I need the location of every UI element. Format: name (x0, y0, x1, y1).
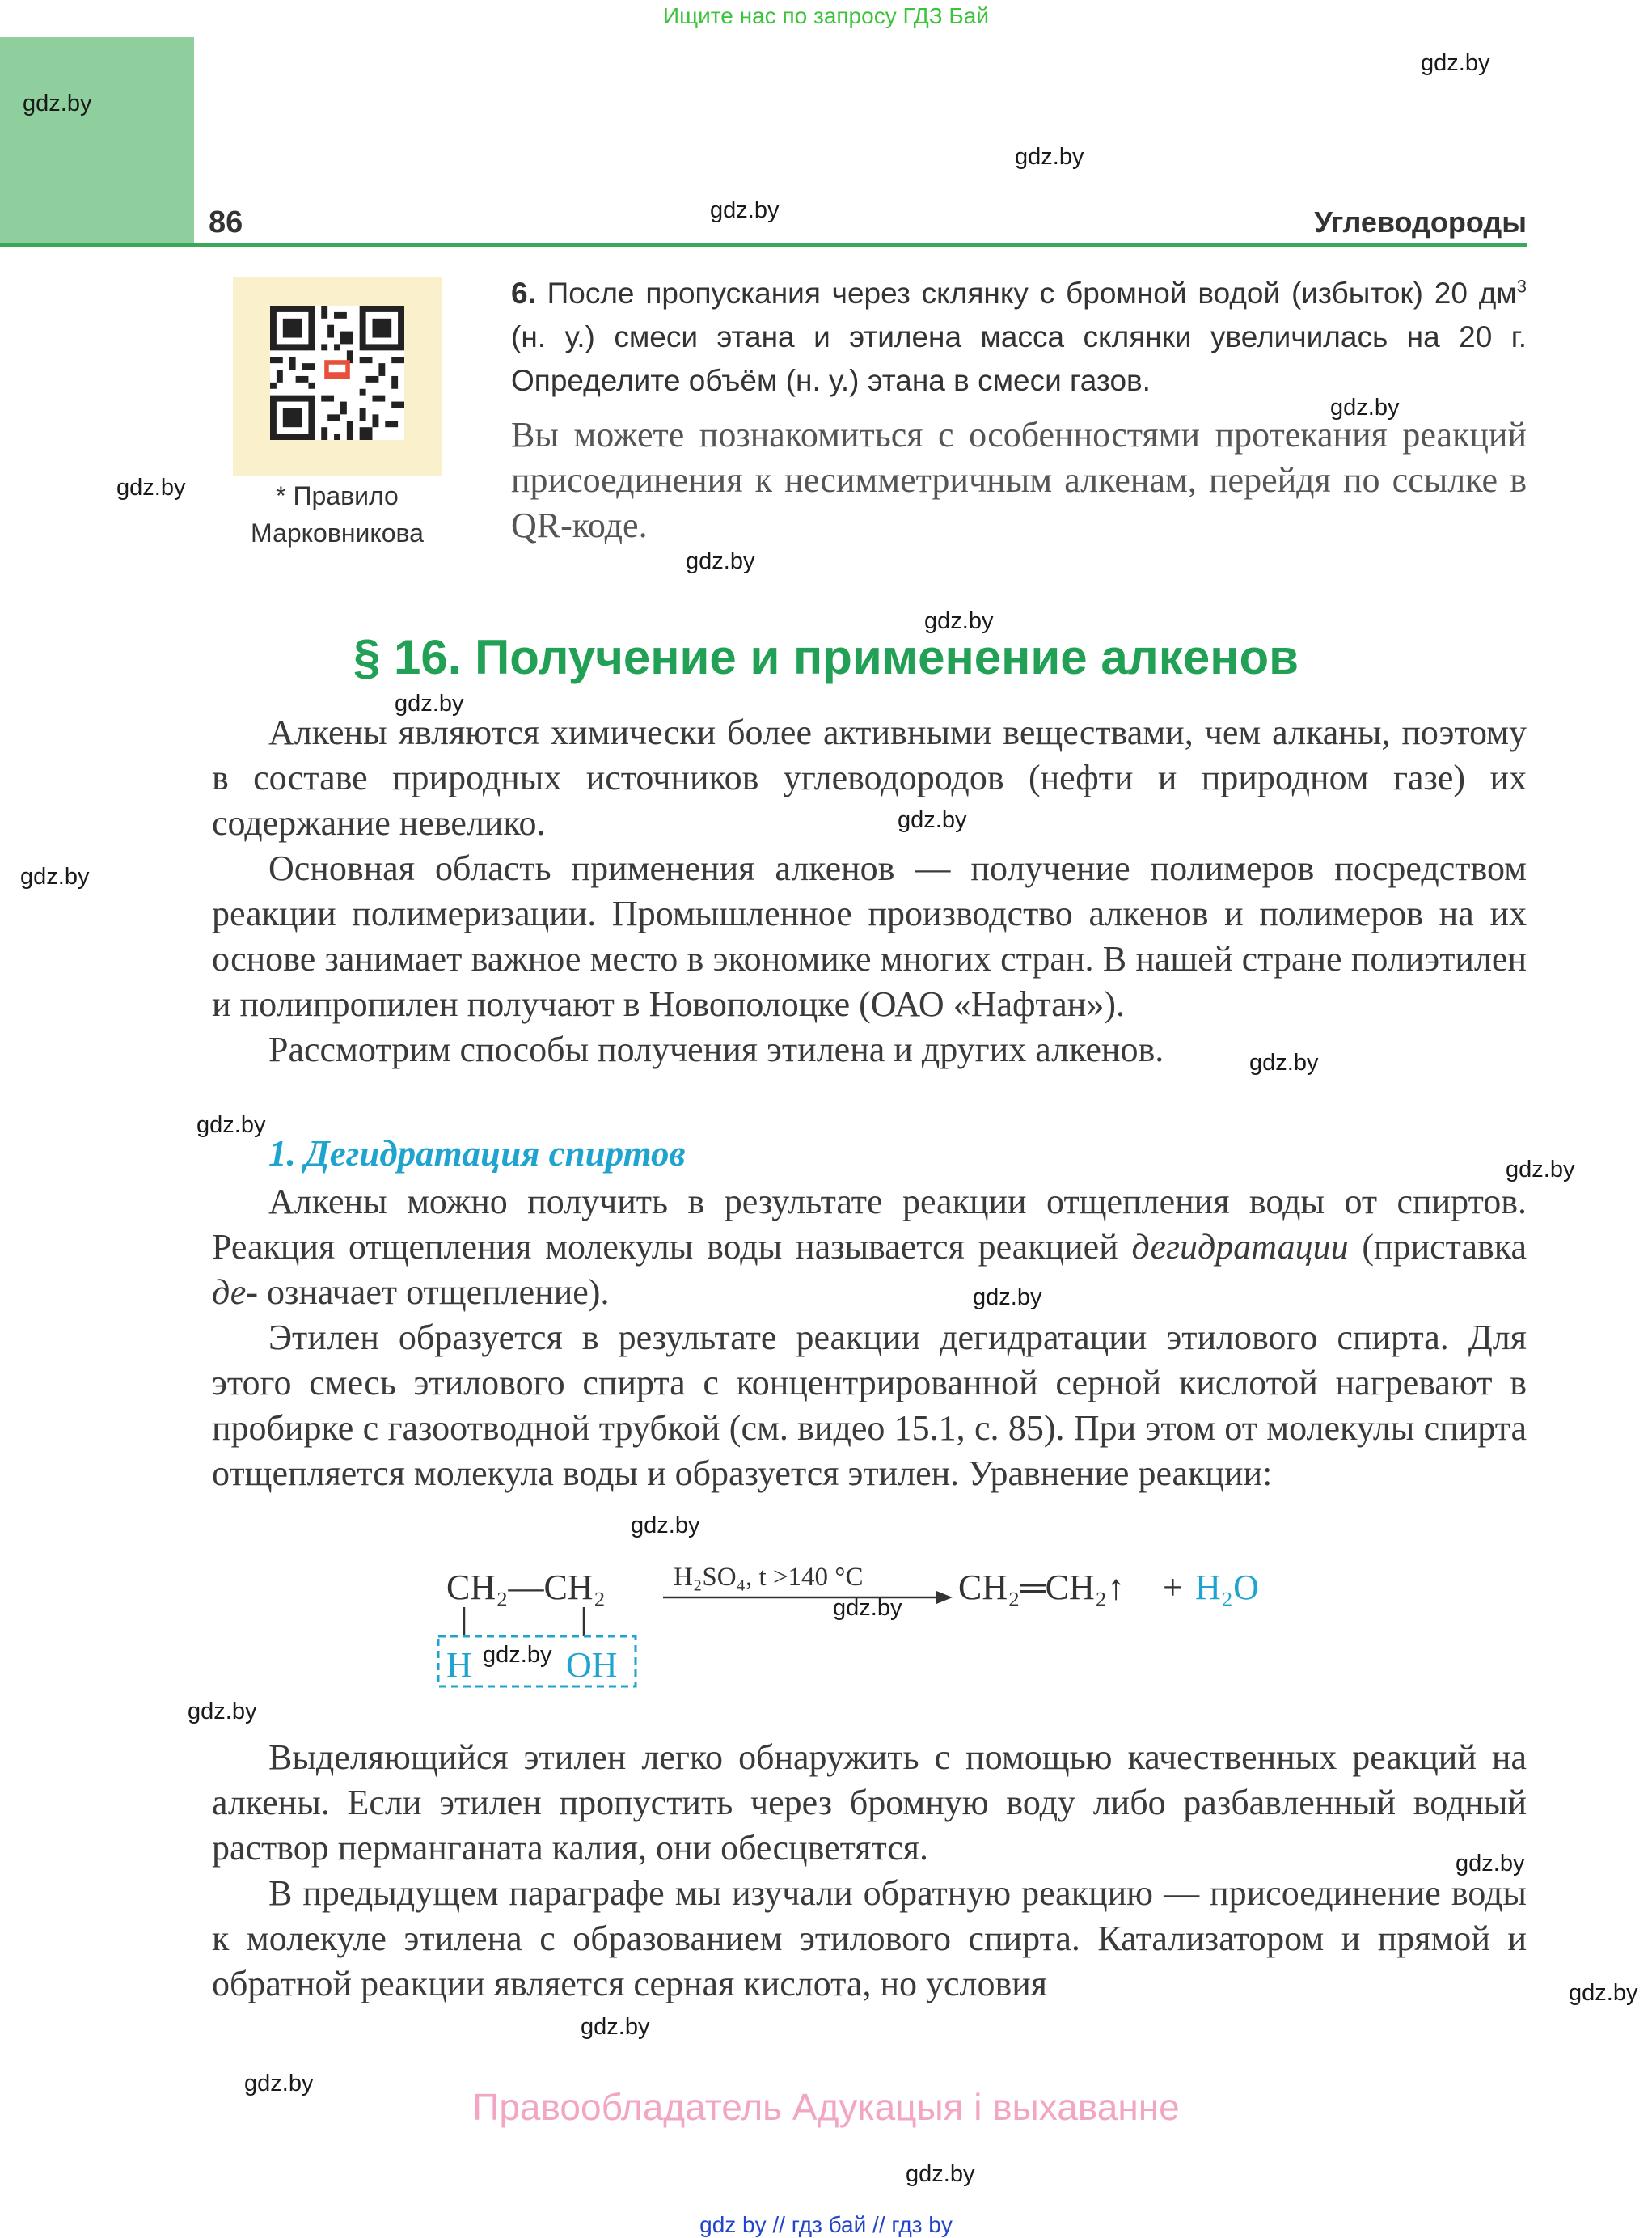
task-number: 6. (511, 277, 536, 310)
paragraph-2: Основная область применения алкенов — получение полимеров посредством реакции полимеризации. Промышленное производство алкенов и полимеров на их основе занимает важное место в экономике многих стран. В нашей стране полиэтилен и полипропилен получают в Новополоцке (ОАО «Нафтан»). (212, 848, 1527, 1024)
eq-reactant: CH₂—CH₂ (446, 1567, 606, 1607)
qr-intro-text: Вы можете познакомиться с особенностями протекания реакций присоединения к несимметричным алкенам, перейдя по ссылке в QR-коде. (511, 415, 1527, 545)
paragraph-4 (212, 1179, 1527, 1315)
watermark: gdz.by (898, 807, 967, 833)
watermark: gdz.by (244, 2071, 314, 2096)
paragraph-3: Рассмотрим способы получения этилена и других алкенов. (268, 1030, 1164, 1069)
qr-caption (233, 477, 442, 552)
subheading-dehydration: 1. Дегидратация спиртов (268, 1133, 686, 1174)
p4-text-c: означает отщепление). (257, 1272, 610, 1312)
eq-oh: OH (566, 1645, 618, 1685)
task-sup: 3 (1516, 276, 1527, 297)
task-6 (511, 272, 1527, 403)
eq-condition: H₂SO₄, t >140 °C (674, 1563, 864, 1592)
watermark: gdz.by (483, 1642, 552, 1668)
paragraph-6: Выделяющийся этилен легко обнаружить с помощью качественных реакций на алкены. Если этилен пропустить через бромную воду либо разбавленный водный раствор перманганата калия, они обесцветятся. (212, 1737, 1527, 1868)
qr-code-icon[interactable] (270, 306, 404, 440)
watermark: gdz.by (20, 864, 90, 890)
watermark: gdz.by (973, 1284, 1042, 1310)
watermark: gdz.by (1421, 50, 1490, 76)
p4-term-prefix: де- (212, 1272, 258, 1312)
watermark: gdz.by (395, 691, 464, 717)
watermark: gdz.by (631, 1512, 700, 1538)
watermark: gdz.by (1330, 395, 1400, 421)
watermark: gdz.by (196, 1112, 266, 1138)
paragraph-1: Алкены являются химически более активными веществами, чем алканы, поэтому в составе природных источников углеводородов (нефти и природном газе) их содержание невелико. (212, 713, 1527, 843)
body-block-1 (212, 710, 1527, 1072)
watermark: gdz.by (116, 475, 186, 501)
paragraph-5: Этилен образуется в результате реакции дегидратации этилового спирта. Для этого смесь этилового спирта с концентрированной серной кислотой нагревают в пробирке с газоотводной трубкой (см. видео 15.1, с. 85). При этом от молекулы спирта отщепляется молекула воды и образуется этилен. Уравнение реакции: (212, 1318, 1527, 1493)
watermark: gdz.by (833, 1595, 902, 1621)
section-title: § 16. Получение и применение алкенов (353, 630, 1299, 684)
qr-caption-line2: Марковникова (251, 518, 424, 548)
page-corner-tab (0, 37, 194, 246)
body-block-3 (212, 1735, 1527, 2007)
watermark: gdz.by (906, 2161, 975, 2187)
qr-caption-line1: * Правило (276, 481, 399, 510)
reaction-equation (429, 1541, 1358, 1703)
watermark: gdz.by (1015, 144, 1084, 170)
top-banner: Ищите нас по запросу ГДЗ Бай (662, 3, 990, 28)
running-title: Углеводороды (1314, 205, 1527, 239)
copyright-footer: Правообладатель Адукацыя і выхаванне (472, 2086, 1180, 2128)
footer-links[interactable]: gdz by // гдз бай // гдз by (699, 2212, 953, 2237)
p4-term-dehydration: дегидратации (1131, 1227, 1349, 1267)
watermark: gdz.by (1569, 1980, 1638, 2006)
task-text-a: После пропускания через склянку с бромной водой (избыток) 20 дм (535, 277, 1517, 310)
task-text-b: (н. у.) смеси этана и этилена масса склянки увеличилась на 20 г. Определите объём (н. у.) этана в смеси газов. (511, 320, 1527, 397)
eq-water: H₂O (1195, 1567, 1259, 1607)
p4-text-a: Алкены можно получить в результате реакции отщепления воды от спиртов. Реакция отщепления молекулы воды называется реакцией (212, 1182, 1527, 1267)
header-rule (0, 243, 1527, 247)
watermark: gdz.by (1456, 1851, 1525, 1876)
eq-plus: + (1163, 1567, 1183, 1607)
eq-product: CH₂═CH₂↑ (958, 1567, 1126, 1607)
eq-h: H (446, 1645, 472, 1685)
p4-text-b: (приставка (1348, 1227, 1527, 1267)
page-number: 86 (209, 205, 243, 239)
watermark: gdz.by (686, 548, 755, 574)
watermark: gdz.by (1249, 1050, 1319, 1076)
paragraph-7: В предыдущем параграфе мы изучали обратную реакцию — присоединение воды к молекуле этилена с образованием этилового спирта. Катализатором и прямой и обратной реакции является серная кислота, но условия (212, 1873, 1527, 2003)
watermark: gdz.by (23, 91, 92, 116)
watermark: gdz.by (924, 608, 994, 634)
watermark: gdz.by (710, 197, 780, 223)
watermark: gdz.by (188, 1699, 257, 1724)
body-block-2 (212, 1179, 1527, 1496)
qr-code-panel[interactable] (233, 277, 442, 476)
watermark: gdz.by (581, 2014, 650, 2040)
watermark: gdz.by (1506, 1157, 1575, 1182)
